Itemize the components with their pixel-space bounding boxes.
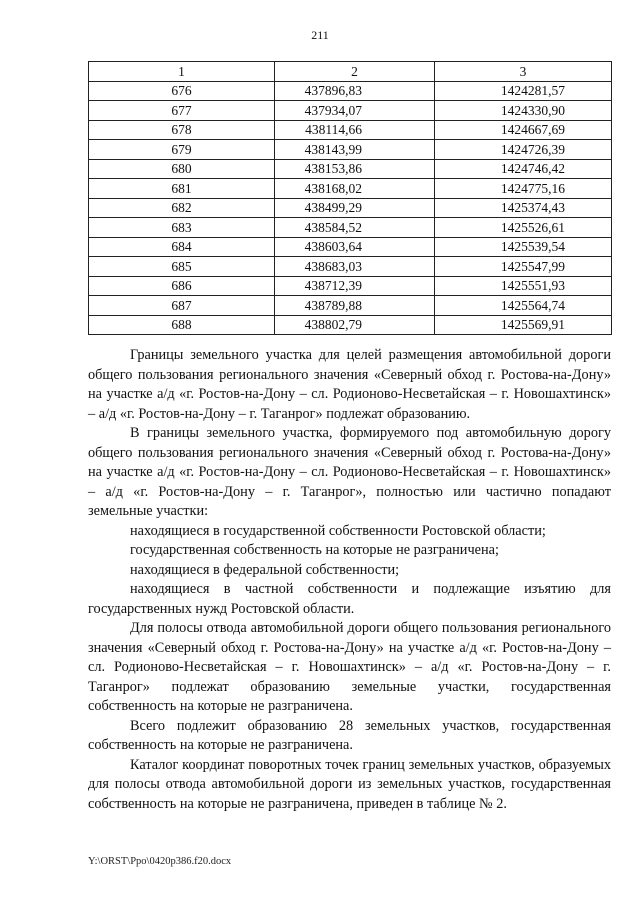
point-number: 684 [89,237,275,257]
coordinate-x: 438153,86 [275,159,435,179]
coordinate-y: 1425374,43 [435,198,612,218]
coordinate-x: 438143,99 [275,140,435,160]
coordinate-x: 438712,39 [275,276,435,296]
table-row [89,237,612,257]
table-row [89,101,612,121]
point-number: 681 [89,179,275,199]
point-number: 687 [89,296,275,316]
coordinate-y: 1424775,16 [435,179,612,199]
paragraph-right-of-way: Для полосы отвода автомобильной дороги общего пользования регионального значения «Северный обход г. Ростова-на-Дону» на участке а/д «г. Ростов-на-Дону – сл. Родионово-Несветайская – г. Новошахтинск» – а/д «г. Ростов-на-Дону – г. Таганрог» подлежат образованию земельные участки, государственная собственность на которые не разграничена. [88,620,611,714]
point-number: 685 [89,257,275,277]
coordinate-y: 1425551,93 [435,276,612,296]
file-path-footer: Y:\ORST\Ppo\0420p386.f20.docx [88,856,232,867]
column-header-1: 1 [89,62,275,82]
coordinate-y: 1424726,39 [435,140,612,160]
coordinate-x: 438584,52 [275,218,435,238]
coordinate-x: 438802,79 [275,315,435,335]
coordinate-y: 1425526,61 [435,218,612,238]
point-number: 678 [89,120,275,140]
coordinate-y: 1424281,57 [435,81,612,101]
point-number: 688 [89,315,275,335]
paragraph-total-plots: Всего подлежит образованию 28 земельных участков, государственная собственность на которые не разграничена. [88,717,611,753]
point-number: 677 [89,101,275,121]
coordinates-table [88,61,612,335]
coordinate-y: 1424330,90 [435,101,612,121]
coordinate-x: 438168,02 [275,179,435,199]
coordinate-y: 1424746,42 [435,159,612,179]
column-header-3: 3 [435,62,612,82]
list-item-federal-property: находящиеся в федеральной собственности; [130,561,400,578]
table-header-row [89,62,612,82]
table-row [89,276,612,296]
table-row [89,140,612,160]
point-number: 686 [89,276,275,296]
coordinate-y: 1425569,91 [435,315,612,335]
coordinate-y: 1425539,54 [435,237,612,257]
list-item-regional-property: находящиеся в государственной собственности Ростовской области; [130,522,546,539]
paragraph-catalog-reference: Каталог координат поворотных точек границ земельных участков, образуемых для полосы отвода автомобильной дороги из земельных участков, государственная собственность на которые не разграничена, приведен в таблице № 2. [88,756,611,812]
table-row [89,315,612,335]
point-number: 680 [89,159,275,179]
coordinate-x: 438499,29 [275,198,435,218]
coordinate-x: 438603,64 [275,237,435,257]
table-row [89,159,612,179]
coordinate-y: 1425564,74 [435,296,612,316]
paragraph-land-plots-intro: В границы земельного участка, формируемого под автомобильную дорогу общего пользования регионального значения «Северный обход г. Ростова-на-Дону» на участке а/д «г. Ростов-на-Дону – сл. Родионово-Несветайская – г. Новошахтинск» – а/д «г. Ростов-на-Дону – г. Таганрог», полностью или частично попадают земельные участки: [88,425,611,519]
table-row [89,198,612,218]
page-number: 211 [311,28,329,42]
point-number: 679 [89,140,275,160]
point-number: 676 [89,81,275,101]
table-row [89,120,612,140]
coordinate-y: 1424667,69 [435,120,612,140]
list-item-private-property: находящиеся в частной собственности и подлежащие изъятию для государственных нужд Ростовской области. [88,581,611,617]
coordinate-x: 438114,66 [275,120,435,140]
table-row [89,218,612,238]
coordinate-x: 437934,07 [275,101,435,121]
paragraph-boundaries: Границы земельного участка для целей размещения автомобильной дороги общего пользования регионального значения «Северный обход г. Ростова-на-Дону» на участке а/д «г. Ростов-на-Дону – сл. Родионово-Несветайская – г. Новошахтинск» – а/д «г. Ростов-на-Дону – г. Таганрог» подлежат образованию. [88,347,611,422]
table-row [89,81,612,101]
coordinate-x: 438789,88 [275,296,435,316]
table-row [89,296,612,316]
point-number: 682 [89,198,275,218]
coordinate-x: 437896,83 [275,81,435,101]
table-row [89,257,612,277]
coordinate-x: 438683,03 [275,257,435,277]
body-text [88,346,611,814]
point-number: 683 [89,218,275,238]
column-header-2: 2 [275,62,435,82]
list-item-undelimited-property: государственная собственность на которые не разграничена; [130,542,499,558]
table-row [89,179,612,199]
coordinate-y: 1425547,99 [435,257,612,277]
